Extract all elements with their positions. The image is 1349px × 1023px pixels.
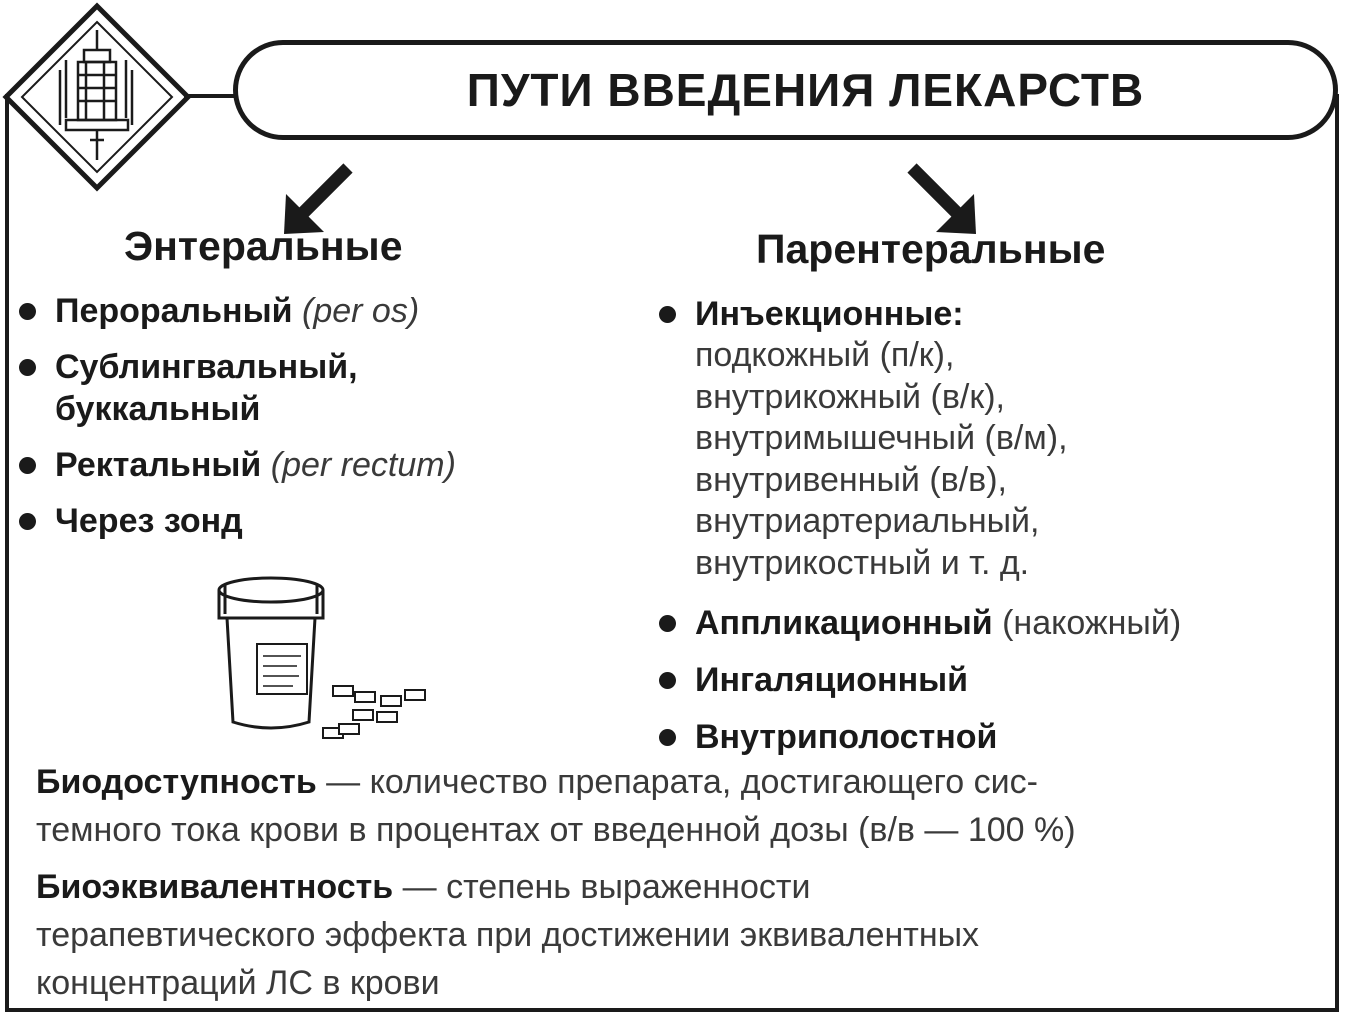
list-item: Через зонд xyxy=(15,500,456,542)
title-banner xyxy=(233,40,1338,140)
list-item: Внутриполостной xyxy=(655,716,1335,758)
list-item: Аппликационный (накожный) xyxy=(655,602,1335,644)
pill-jar-icon xyxy=(205,572,435,747)
bioavailability-definition: Биодоступность — количество препарата, достигающего сис- темного тока крови в процентах от введенной дозы (в/в — 100 %) xyxy=(36,763,1076,849)
enteral-list xyxy=(15,290,456,542)
list-item: Сублингвальный, буккальный xyxy=(15,346,456,430)
injection-routes: подкожный (п/к), внутрикожный (в/к), внутримышечный (в/м), внутривенный (в/в), внутриартериальный, внутрикостный и т. д. xyxy=(695,336,1068,582)
page-title: ПУТИ ВВЕДЕНИЯ ЛЕКАРСТВ xyxy=(466,64,1145,116)
enteral-heading: Энтеральные xyxy=(124,223,403,269)
logo-connector-line xyxy=(184,95,236,98)
injection-label: Инъекционные: xyxy=(695,295,964,333)
list-item: Пероральный (per os) xyxy=(15,290,456,332)
list-item: Ингаляционный xyxy=(655,659,1335,701)
parenteral-list xyxy=(655,293,1335,758)
parenteral-heading: Парентеральные xyxy=(756,226,1106,272)
bioequivalence-definition: Биоэквивалентность — степень выраженности терапевтического эффекта при достижении эквивалентных концентраций ЛС в крови xyxy=(36,868,980,1002)
list-item: Ректальный (per rectum) xyxy=(15,444,456,486)
syringe-icon xyxy=(0,0,195,195)
list-item xyxy=(655,293,1335,584)
